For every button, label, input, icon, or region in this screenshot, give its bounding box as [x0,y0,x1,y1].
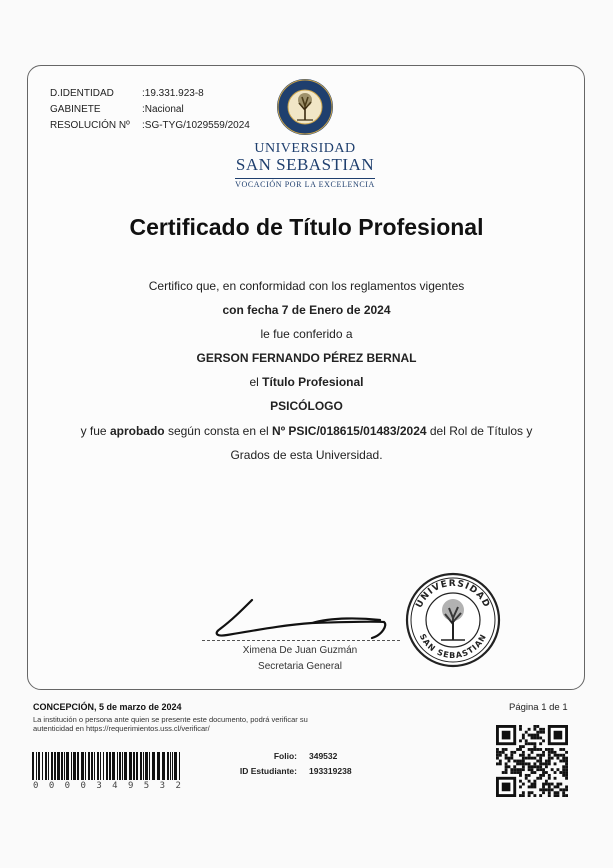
barcode-digit: 0 [48,781,55,791]
body-text: del Rol de Títulos y [426,424,533,438]
gabinete-value: :Nacional [142,104,184,115]
body-line-date: con fecha 7 de Enero de 2024 [222,303,391,317]
resolution-label: RESOLUCIÓN Nº [50,120,130,131]
document-meta [50,86,250,134]
id-label: D.IDENTIDAD [50,88,114,99]
svg-text:SAN SEBASTIAN: SAN SEBASTIAN [417,632,489,661]
student-id-label: ID Estudiante: [239,766,297,776]
barcode-digit: 0 [80,781,86,791]
logo-line2: SAN SEBASTIAN [235,155,375,174]
body-text: el [249,375,263,389]
body-line-7 [0,424,613,438]
id-value: :19.331.923-8 [142,88,204,99]
gabinete-label: GABINETE [50,104,101,115]
logo-tagline: VOCACIÓN POR LA EXCELENCIA [235,180,375,189]
barcode-digit: 0 [64,781,71,791]
barcode-digit: 3 [159,781,166,791]
graduate-name: GERSON FERNANDO PÉREZ BERNAL [196,351,417,365]
page-number: Página 1 de 1 [509,702,568,713]
folio-label: Folio: [273,751,297,761]
folio-block [233,749,352,779]
barcode-icon [32,752,182,782]
barcode-digit: 0 [33,781,39,791]
issue-date: CONCEPCIÓN, 5 de marzo de 2024 [33,702,182,712]
logo-line1: UNIVERSIDAD [254,141,356,156]
university-stamp-icon [405,572,501,668]
barcode-digit: 9 [127,781,134,791]
barcode-number [33,781,181,791]
signatory-name: Ximena De Juan Guzmán [242,645,358,656]
signatory-role: Secretaria General [258,661,342,672]
signature-line [202,640,400,641]
degree-name: PSICÓLOGO [270,399,343,413]
svg-text:UNIVERSIDAD: UNIVERSIDAD [414,578,492,610]
record-number: Nº PSIC/018615/01483/2024 [272,424,427,438]
signature-icon [212,595,392,645]
barcode-digit: 3 [96,781,102,791]
body-line-8: Grados de esta Universidad. [230,448,383,462]
verification-note: La institución o persona ante quien se presente este documento, podrá verificar su autenticidad en https://requerimientos.uss.cl/verificar/ [33,715,308,733]
university-seal-icon [276,78,334,136]
body-text: según consta en el [164,424,273,438]
barcode-digit: 2 [175,781,181,791]
qr-code-icon [496,725,568,797]
barcode-digit: 5 [143,781,150,791]
university-logo [230,78,380,188]
folio-value: 349532 [309,751,338,761]
resolution-value: :SG-TYG/1029559/2024 [142,120,250,131]
body-line-5 [0,375,613,389]
student-id-value: 193319238 [309,766,352,776]
body-line-3: le fue conferido a [260,327,353,341]
certificate-title: Certificado de Título Profesional [129,214,484,240]
barcode-digit: 4 [112,781,118,791]
title-type: Título Profesional [262,375,364,389]
approval-word: aprobado [109,424,165,438]
body-text: y fue [80,424,110,438]
body-line-1: Certifico que, en conformidad con los reglamentos vigentes [148,279,465,293]
